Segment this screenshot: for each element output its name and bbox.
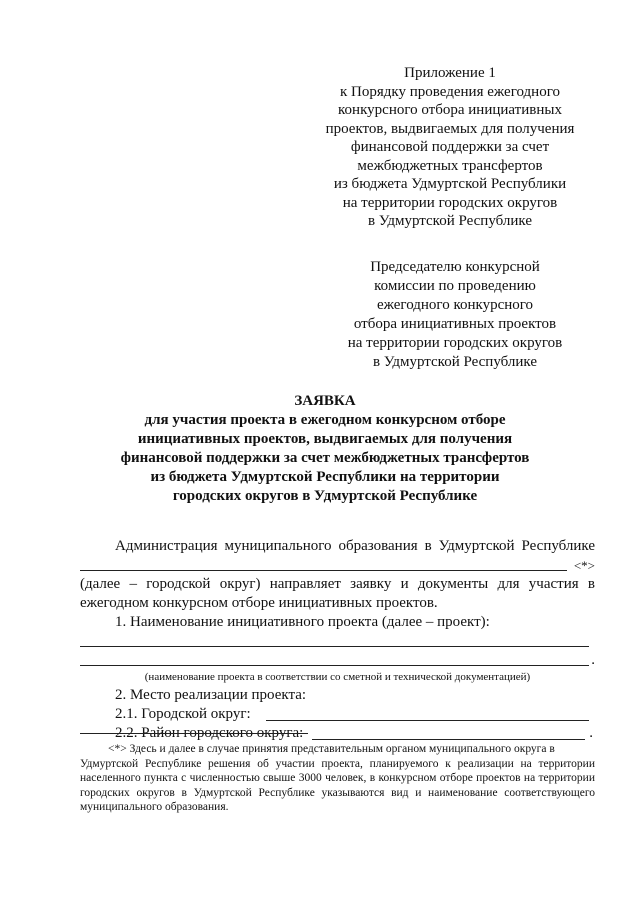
addressee-line: в Удмуртской Республике [373,354,537,370]
intro-line: (далее – городской округ) направляет заявку и документы для участия в [80,576,595,592]
addressee-line: ежегодного конкурсного [376,297,534,313]
appendix-line: финансовой поддержки за счет [350,139,550,155]
addressee-block [330,258,580,372]
line-end-dot: . [589,725,593,741]
intro-line: Администрация муниципального образования в Удмуртской Республике [115,538,595,554]
appendix-heading [300,64,600,231]
municipality-fill-row [80,556,595,575]
addressee-line: Председателю конкурсной [370,259,540,275]
item-city-district-row [80,705,595,724]
item-city-district: 2.1. Городской округ: [115,706,251,722]
title-main: ЗАЯВКА [294,393,356,409]
appendix-line: конкурсного отбора инициативных [338,102,562,118]
title-line: инициативных проектов, выдвигаемых для получения [137,431,513,447]
addressee-line: на территории городских округов [347,335,563,351]
line-end-dot: . [591,652,595,668]
footnote-text: Удмуртской Республике решения об участии проекта, планируемого к реализации на территории населенного пункта с численностью свыше 3000 человек, в конкурсном отборе проектов на территории городских округов в Удмуртской Республике указываются вид и наименование соответствующего муниципального образования. [80,757,595,813]
project-name-fill-row [80,651,595,670]
appendix-line: межбюджетных трансфертов [357,157,543,174]
item-place: 2. Место реализации проекта: [115,687,307,703]
item-urban-area: 2.2. Район городского округа: [115,725,304,741]
appendix-line: на территории городских округов [342,194,558,211]
project-name-caption: (наименование проекта в соответствии со сметной и технической документацией) [144,671,531,683]
intro-line: ежегодном конкурсном отборе инициативных проектов. [80,595,438,611]
footnote-separator [80,733,308,734]
title-line: для участия проекта в ежегодном конкурсном отборе [144,412,506,428]
application-body [80,537,595,743]
appendix-line: к Порядку проведения ежегодного [340,83,560,100]
title-line: финансовой поддержки за счет межбюджетных трансфертов [120,450,530,466]
city-district-fill-line [266,705,589,721]
appendix-line: Приложение 1 [404,65,496,81]
footnote-ref: <*> [573,558,595,573]
document-title [100,392,550,506]
appendix-line: из бюджета Удмуртской Республики [333,176,567,192]
addressee-line: комиссии по проведению [374,278,536,294]
addressee-line: отбора инициативных проектов [353,316,557,332]
appendix-line: проектов, выдвигаемых для получения [325,120,575,137]
appendix-line: в Удмуртской Республике [368,213,532,229]
urban-area-fill-line [312,724,585,740]
project-name-fill-line [80,651,589,666]
footnote-first-line: <*> Здесь и далее в случае принятия представительным органом муниципального округа в [108,743,555,755]
project-name-fill-line [80,632,589,647]
title-line: из бюджета Удмуртской Республики на территории [150,469,500,485]
footnote [80,742,595,815]
item-project-name: 1. Наименование инициативного проекта (далее – проект): [115,614,490,630]
municipality-fill-line [80,556,567,571]
project-name-fill-row [80,632,595,651]
title-line: городских округов в Удмуртской Республике [172,488,478,504]
